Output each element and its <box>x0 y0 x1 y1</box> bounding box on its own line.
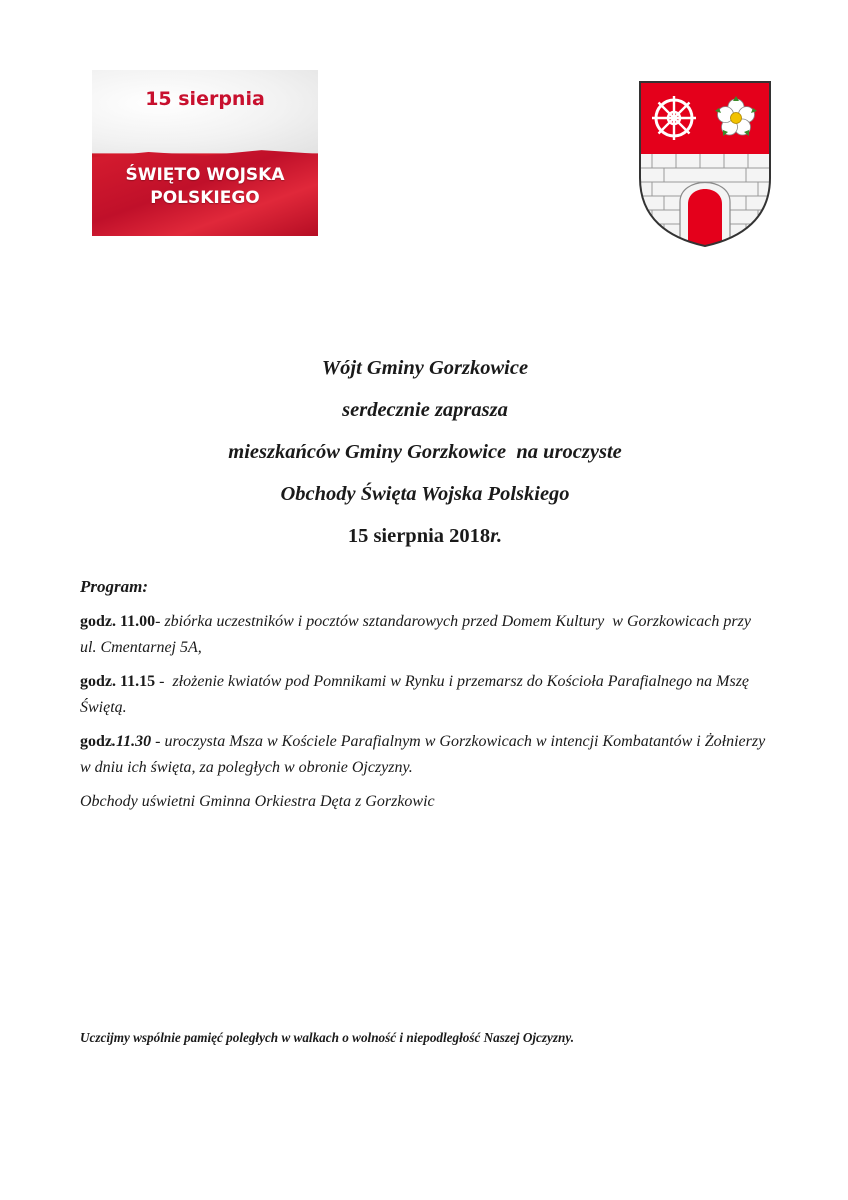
event-date <box>80 523 770 549</box>
program-item-time-part1: godz <box>80 733 112 750</box>
invitation-body <box>80 355 770 823</box>
program-item-time: godz. 11.15 <box>80 673 156 690</box>
mill-wheel-icon <box>652 96 696 140</box>
program-item-time <box>80 733 151 750</box>
program-note: Obchody uświetni Gminna Orkiestra Dęta z Gorzkowic <box>80 793 435 810</box>
program-item-time: godz. 11.00 <box>80 613 156 630</box>
invitation-line-2: serdecznie zaprasza <box>342 399 508 421</box>
program-item <box>80 729 770 781</box>
program-item <box>80 609 770 661</box>
coat-of-arms-icon <box>636 78 774 250</box>
holiday-banner <box>92 70 318 236</box>
banner-title-line2: POLSKIEGO <box>150 188 260 208</box>
program-item-text: - złożenie kwiatów pod Pomnikami w Rynku i przemarsz do Kościoła Parafialnego na Mszę Świętą. <box>80 673 754 716</box>
invitation-line-4: Obchody Święta Wojska Polskiego <box>280 483 570 505</box>
program-item-text: - uroczysta Msza w Kościele Parafialnym w Gorzkowicach w intencji Kombatantów i Żołnierzy w dniu ich święta, za poległych w obronie Ojczyzny. <box>80 733 770 776</box>
closing-statement: Uczcijmy wspólnie pamięć poległych w walkach o wolność i niepodległość Naszej Ojczyzny. <box>80 1030 575 1045</box>
program-item-time-part2: .11.30 <box>112 733 152 750</box>
flag-white-stripe <box>92 70 318 153</box>
program-item-text: - zbiórka uczestników i pocztów sztandarowych przed Domem Kultury w Gorzkowicach przy ul. Cmentarnej 5A, <box>80 613 755 656</box>
banner-date: 15 sierpnia <box>145 88 265 110</box>
banner-title-line1: ŚWIĘTO WOJSKA <box>125 165 285 185</box>
banner-title <box>92 164 318 210</box>
invitation-line-3: mieszkańców Gminy Gorzkowice na uroczyste <box>228 441 622 463</box>
event-date-suffix: r. <box>490 525 503 547</box>
program-item <box>80 669 770 721</box>
program-heading: Program: <box>80 577 148 596</box>
invitation-line-1: Wójt Gminy Gorzkowice <box>321 357 529 379</box>
event-date-main: 15 sierpnia 2018 <box>347 525 491 547</box>
